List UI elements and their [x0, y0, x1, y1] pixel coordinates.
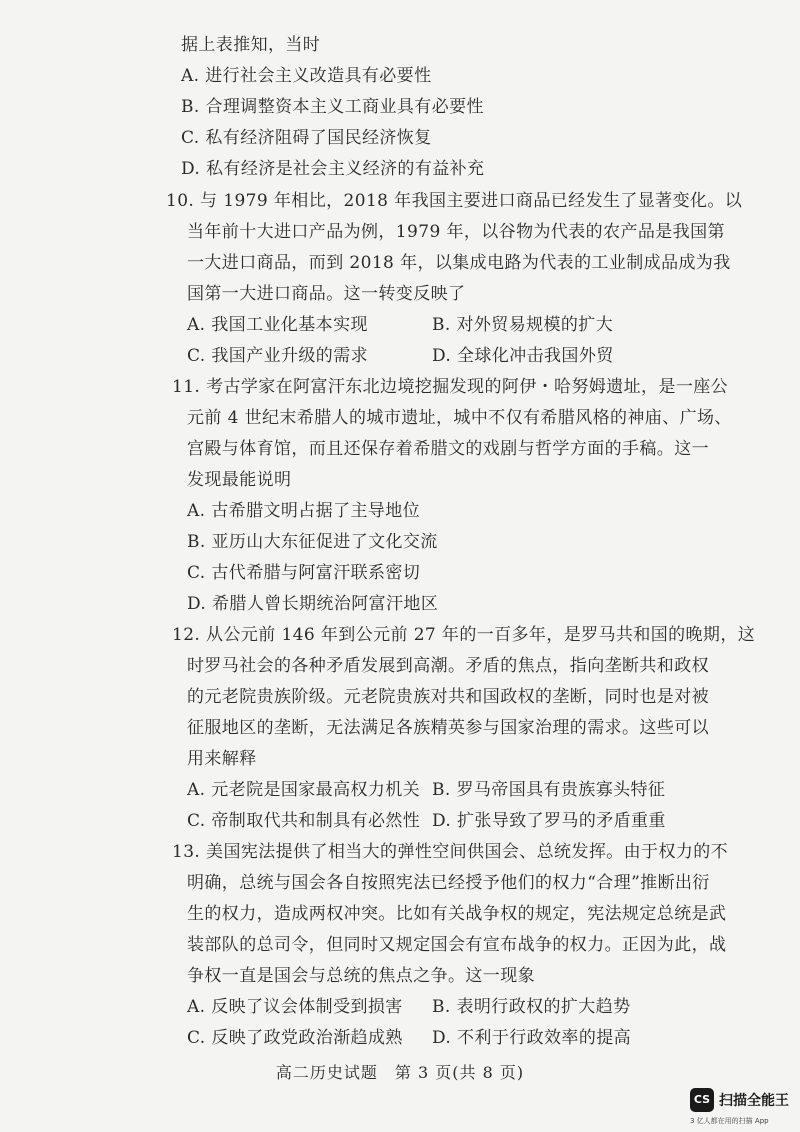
q13-option-d: D. 不利于行政效率的提高	[432, 1028, 632, 1048]
q10-line-3: 一大进口商品，而到 2018 年，以集成电路为代表的工业制成品成为我	[187, 253, 731, 273]
q11-option-b: B. 亚历山大东征促进了文化交流	[187, 532, 438, 552]
page-footer: 高二历史试题 第 3 页(共 8 页)	[275, 1063, 525, 1082]
q11-line-1: 11. 考古学家在阿富汗东北边境挖掘发现的阿伊・哈努姆遗址，是一座公	[172, 377, 729, 397]
q10-option-b: B. 对外贸易规模的扩大	[432, 315, 614, 335]
q13-line-3: 生的权力，造成两权冲突。比如有关战争权的规定，宪法规定总统是武	[187, 904, 727, 924]
q10-line-1: 10. 与 1979 年相比，2018 年我国主要进口商品已经发生了显著变化。以	[166, 191, 743, 211]
q12-line-3: 的元老院贵族阶级。元老院贵族对共和国政权的垄断，同时也是对被	[187, 687, 709, 707]
q12-option-a: A. 元老院是国家最高权力机关	[187, 780, 421, 800]
q10-line-4: 国第一大进口商品。这一转变反映了	[187, 284, 466, 304]
scanner-watermark	[690, 1088, 794, 1128]
q9-stem: 据上表推知，当时	[181, 35, 321, 55]
q12-line-2: 时罗马社会的各种矛盾发展到高潮。矛盾的焦点，指向垄断共和政权	[187, 656, 709, 676]
q11-line-2: 元前 4 世纪末希腊人的城市遗址，城中不仅有希腊风格的神庙、广场、	[187, 408, 732, 428]
q13-option-b: B. 表明行政权的扩大趋势	[432, 997, 631, 1017]
q12-line-1: 12. 从公元前 146 年到公元前 27 年的一百多年，是罗马共和国的晚期，这	[172, 625, 756, 645]
q13-line-1: 13. 美国宪法提供了相当大的弹性空间供国会、总统发挥。由于权力的不	[172, 842, 729, 862]
q10-option-d: D. 全球化冲击我国外贸	[432, 346, 614, 366]
q12-option-b: B. 罗马帝国具有贵族寡头特征	[432, 780, 666, 800]
q13-option-c: C. 反映了政党政治渐趋成熟	[187, 1028, 403, 1048]
watermark-tagline: 3 亿人都在用的扫描 App	[690, 1117, 769, 1125]
q11-option-d: D. 希腊人曾长期统治阿富汗地区	[187, 594, 439, 614]
q11-line-3: 宫殿与体育馆，而且还保存着希腊文的戏剧与哲学方面的手稿。这一	[187, 439, 709, 459]
q9-option-b: B. 合理调整资本主义工商业具有必要性	[181, 97, 484, 117]
q11-option-c: C. 古代希腊与阿富汗联系密切	[187, 563, 421, 583]
q9-option-c: C. 私有经济阻碍了国民经济恢复	[181, 128, 432, 148]
q12-option-c: C. 帝制取代共和制具有必然性	[187, 811, 421, 831]
q11-option-a: A. 古希腊文明占据了主导地位	[187, 501, 421, 521]
q13-option-a: A. 反映了议会体制受到损害	[187, 997, 403, 1017]
q12-option-d: D. 扩张导致了罗马的矛盾重重	[432, 811, 666, 831]
q13-line-4: 装部队的总司令，但同时又规定国会有宣布战争的权力。正因为此，战	[187, 935, 727, 955]
watermark-name: 扫描全能王	[719, 1093, 789, 1109]
camscanner-logo-icon: CS	[690, 1088, 714, 1112]
q12-line-4: 征服地区的垄断，无法满足各族精英参与国家治理的需求。这些可以	[187, 718, 709, 738]
q9-option-a: A. 进行社会主义改造具有必要性	[181, 66, 432, 86]
q12-line-5: 用来解释	[187, 749, 257, 769]
q10-option-a: A. 我国工业化基本实现	[187, 315, 368, 335]
q13-line-5: 争权一直是国会与总统的焦点之争。这一现象	[187, 966, 535, 986]
q9-option-d: D. 私有经济是社会主义经济的有益补充	[181, 159, 485, 179]
q10-option-c: C. 我国产业升级的需求	[187, 346, 369, 366]
q11-line-4: 发现最能说明	[187, 470, 292, 490]
q13-line-2: 明确，总统与国会各自按照宪法已经授予他们的权力“合理”推断出衍	[187, 873, 710, 893]
q10-line-2: 当年前十大进口产品为例，1979 年，以谷物为代表的农产品是我国第	[187, 222, 725, 242]
